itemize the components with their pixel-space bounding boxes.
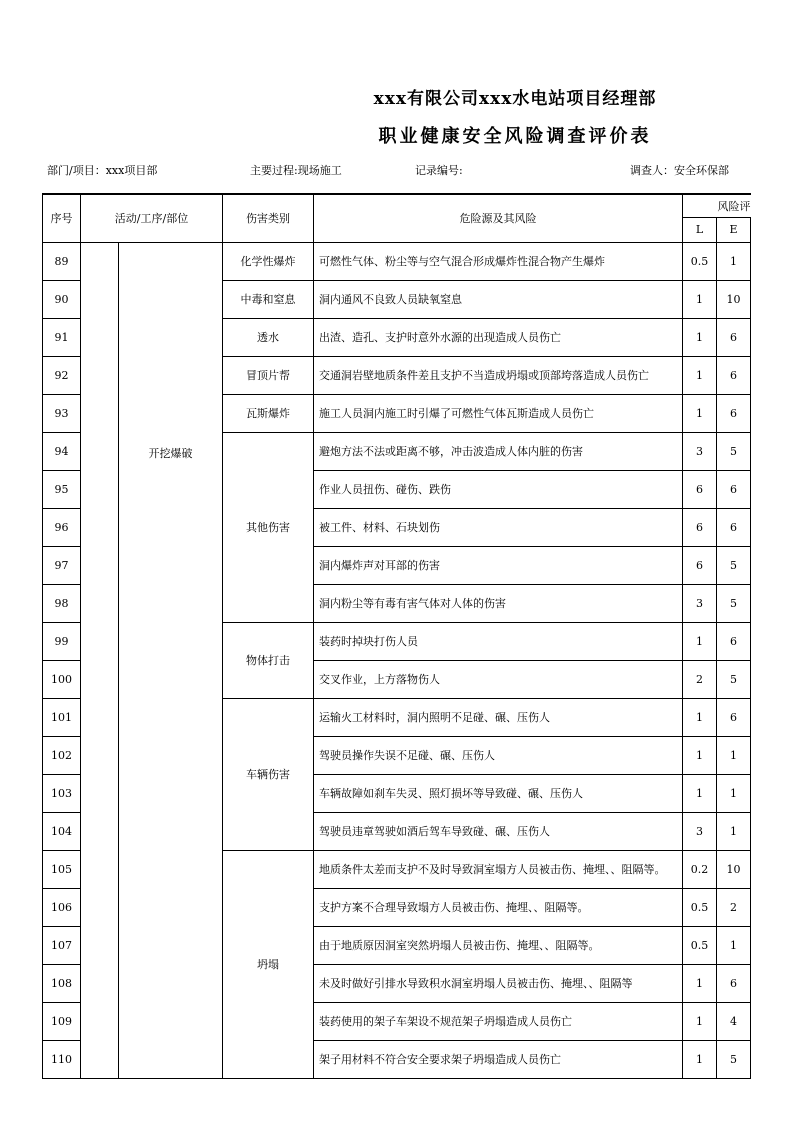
record-label: 记录编号: [415,164,463,177]
header-risk: 风险评 [683,194,751,217]
hazard-description: 装药时掉块打伤人员 [314,622,683,660]
e-value: 5 [717,546,751,584]
l-value: 1 [683,964,717,1002]
e-value: 5 [717,1040,751,1078]
e-value: 10 [717,280,751,318]
injury-type: 中毒和窒息 [223,280,314,318]
l-value: 1 [683,1002,717,1040]
l-value: 3 [683,432,717,470]
header-hazard: 危险源及其风险 [314,194,683,242]
l-value: 1 [683,622,717,660]
form-title: 职业健康安全风险调查评价表 [378,126,652,147]
l-value: 0.2 [683,850,717,888]
e-value: 6 [717,964,751,1002]
e-value: 6 [717,470,751,508]
header-type: 伤害类别 [223,194,314,242]
e-value: 6 [717,394,751,432]
l-value: 1 [683,1040,717,1078]
e-value: 1 [717,736,751,774]
l-value: 3 [683,584,717,622]
e-value: 1 [717,926,751,964]
row-no: 97 [43,546,81,584]
header-no: 序号 [43,194,81,242]
l-value: 0.5 [683,888,717,926]
row-no: 90 [43,280,81,318]
row-no: 105 [43,850,81,888]
l-value: 0.5 [683,242,717,280]
e-value: 6 [717,508,751,546]
row-no: 98 [43,584,81,622]
row-no: 95 [43,470,81,508]
e-value: 6 [717,698,751,736]
row-no: 103 [43,774,81,812]
hazard-description: 交叉作业，上方落物伤人 [314,660,683,698]
e-value: 5 [717,432,751,470]
hazard-description: 架子用材料不符合安全要求架子坍塌造成人员伤亡 [314,1040,683,1078]
e-value: 5 [717,584,751,622]
investigator-label: 调查人：安全环保部 [630,164,729,177]
hazard-description: 地质条件太差而支护不及时导致洞室塌方人员被击伤、掩埋、、阻隔等。 [314,850,683,888]
process-label: 主要过程:现场施工 [250,164,342,177]
row-no: 104 [43,812,81,850]
hazard-description: 洞内爆炸声对耳部的伤害 [314,546,683,584]
hazard-description: 驾驶员操作失误不足碰、碾、压伤人 [314,736,683,774]
injury-type: 瓦斯爆炸 [223,394,314,432]
l-value: 1 [683,318,717,356]
e-value: 4 [717,1002,751,1040]
hazard-description: 作业人员扭伤、碰伤、跌伤 [314,470,683,508]
header-e: E [717,217,751,242]
e-value: 5 [717,660,751,698]
row-no: 101 [43,698,81,736]
hazard-description: 支护方案不合理导致塌方人员被击伤、掩埋、、阻隔等。 [314,888,683,926]
row-no: 94 [43,432,81,470]
sub-activity-cell [81,242,119,1078]
row-no: 92 [43,356,81,394]
l-value: 3 [683,812,717,850]
dept-label: 部门/项目：xxx项目部 [47,164,158,177]
e-value: 1 [717,774,751,812]
l-value: 1 [683,698,717,736]
l-value: 1 [683,356,717,394]
row-no: 93 [43,394,81,432]
e-value: 6 [717,318,751,356]
row-no: 91 [43,318,81,356]
hazard-description: 避炮方法不法或距离不够，冲击波造成人体内脏的伤害 [314,432,683,470]
l-value: 1 [683,280,717,318]
l-value: 6 [683,508,717,546]
hazard-description: 车辆故障如刹车失灵、照灯损坏等导致碰、碾、压伤人 [314,774,683,812]
hazard-description: 被工件、材料、石块划伤 [314,508,683,546]
hazard-description: 由于地质原因洞室突然坍塌人员被击伤、掩埋、、阻隔等。 [314,926,683,964]
row-no: 102 [43,736,81,774]
header-activity: 活动/工序/部位 [81,194,223,242]
e-value: 2 [717,888,751,926]
l-value: 1 [683,394,717,432]
e-value: 10 [717,850,751,888]
e-value: 1 [717,812,751,850]
e-value: 6 [717,622,751,660]
l-value: 2 [683,660,717,698]
row-no: 100 [43,660,81,698]
row-no: 106 [43,888,81,926]
e-value: 1 [717,242,751,280]
e-value: 6 [717,356,751,394]
hazard-description: 施工人员洞内施工时引爆了可燃性气体瓦斯造成人员伤亡 [314,394,683,432]
company-title: xxx有限公司xxx水电站项目经理部 [373,89,657,109]
injury-type: 透水 [223,318,314,356]
hazard-description: 洞内通风不良致人员缺氧窒息 [314,280,683,318]
activity-cell: 开挖爆破 [119,242,223,1078]
injury-type: 车辆伤害 [223,698,314,850]
row-no: 89 [43,242,81,280]
hazard-description: 可燃性气体、粉尘等与空气混合形成爆炸性混合物产生爆炸 [314,242,683,280]
l-value: 1 [683,736,717,774]
row-no: 110 [43,1040,81,1078]
hazard-description: 未及时做好引排水导致积水洞室坍塌人员被击伤、掩埋、、阻隔等 [314,964,683,1002]
l-value: 0.5 [683,926,717,964]
injury-type: 其他伤害 [223,432,314,622]
hazard-description: 运输火工材料时，洞内照明不足碰、碾、压伤人 [314,698,683,736]
injury-type: 坍塌 [223,850,314,1078]
hazard-description: 交通洞岩壁地质条件差且支护不当造成坍塌或顶部垮落造成人员伤亡 [314,356,683,394]
row-no: 99 [43,622,81,660]
l-value: 1 [683,774,717,812]
row-no: 107 [43,926,81,964]
l-value: 6 [683,546,717,584]
hazard-description: 驾驶员违章驾驶如酒后驾车导致碰、碾、压伤人 [314,812,683,850]
header-l: L [683,217,717,242]
l-value: 6 [683,470,717,508]
table-row [43,242,751,280]
hazard-description: 洞内粉尘等有毒有害气体对人体的伤害 [314,584,683,622]
risk-table [42,193,751,1079]
row-no: 96 [43,508,81,546]
row-no: 108 [43,964,81,1002]
injury-type: 化学性爆炸 [223,242,314,280]
injury-type: 冒顶片帮 [223,356,314,394]
row-no: 109 [43,1002,81,1040]
hazard-description: 装药使用的架子车架设不规范架子坍塌造成人员伤亡 [314,1002,683,1040]
hazard-description: 出渣、造孔、支护时意外水源的出现造成人员伤亡 [314,318,683,356]
injury-type: 物体打击 [223,622,314,698]
